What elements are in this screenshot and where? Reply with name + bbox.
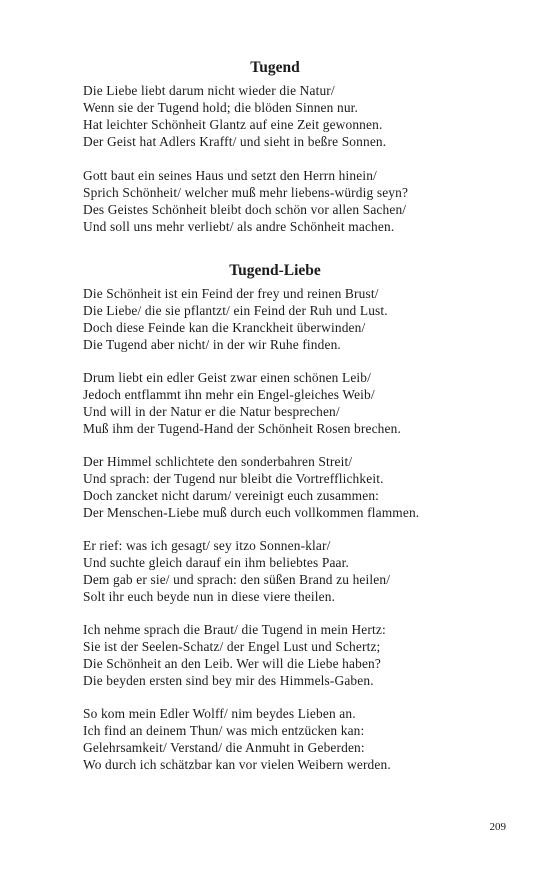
stanza	[83, 454, 419, 522]
verse-line: Der Himmel schlichtete den sonderbahren Streit/	[83, 454, 353, 469]
verse-line: Die Liebe liebt darum nicht wieder die Natur/	[83, 83, 335, 98]
verse-line: Die Tugend aber nicht/ in der wir Ruhe finden.	[83, 336, 341, 352]
verse-line: Die Liebe/ die sie pflantzt/ ein Feind der Ruh und Lust.	[83, 302, 388, 318]
stanza	[83, 622, 386, 690]
verse-line: Sprich Schönheit/ welcher muß mehr liebens-würdig seyn?	[83, 184, 409, 200]
verse-line: Der Geist hat Adlers Krafft/ und sieht in beßre Sonnen.	[83, 133, 387, 149]
verse-line: Jedoch entflammt ihn mehr ein Engel-gleiches Weib/	[83, 386, 375, 402]
verse-line: Sie ist der Seelen-Schatz/ der Engel Lust und Schertz;	[83, 638, 381, 654]
verse-line: Und soll uns mehr verliebt/ als andre Schönheit machen.	[83, 218, 395, 234]
verse-line: So kom mein Edler Wolff/ nim beydes Lieben an.	[83, 706, 356, 721]
stanza	[83, 168, 408, 236]
verse-line: Muß ihm der Tugend-Hand der Schönheit Rosen brechen.	[83, 420, 401, 436]
verse-line: Wo durch ich schätzbar kan vor vielen Weibern werden.	[83, 756, 391, 772]
stanza	[83, 286, 388, 354]
verse-line: Die Schönheit an den Leib. Wer will die Liebe haben?	[83, 655, 381, 671]
poem-title-tugend: Tugend	[250, 59, 300, 76]
verse-line: Ich find an deinem Thun/ was mich entzücken kan:	[83, 722, 365, 738]
verse-line: Drum liebt ein edler Geist zwar einen schönen Leib/	[83, 370, 372, 385]
verse-line: Die Schönheit ist ein Feind der frey und reinen Brust/	[83, 286, 379, 301]
verse-line: Und suchte gleich darauf ein ihm beliebtes Paar.	[83, 554, 350, 570]
verse-line: Doch diese Feinde kan die Kranckheit überwinden/	[83, 319, 366, 335]
stanza	[83, 538, 390, 606]
verse-line: Und will in der Natur er die Natur besprechen/	[83, 403, 340, 419]
verse-line: Der Menschen-Liebe muß durch euch vollkommen flammen.	[83, 504, 420, 520]
verse-line: Des Geistes Schönheit bleibt doch schön vor allen Sachen/	[83, 201, 407, 217]
verse-line: Ich nehme sprach die Braut/ die Tugend in mein Hertz:	[83, 622, 386, 637]
verse-line: Gelehrsamkeit/ Verstand/ die Anmuht in Geberden:	[83, 739, 365, 755]
stanza	[83, 706, 391, 774]
stanza	[83, 370, 401, 438]
verse-line: Hat leichter Schönheit Glantz auf eine Zeit gewonnen.	[83, 116, 383, 132]
stanza	[83, 83, 386, 151]
verse-line: Doch zancket nicht darum/ vereinigt euch zusammen:	[83, 487, 380, 503]
verse-line: Solt ihr euch beyde nun in diese viere theilen.	[83, 588, 336, 604]
page-number: 209	[489, 821, 506, 833]
verse-line: Die beyden ersten sind bey mir des Himmels-Gaben.	[83, 672, 374, 688]
verse-line: Er rief: was ich gesagt/ sey itzo Sonnen-klar/	[83, 538, 331, 553]
verse-line: Gott baut ein seines Haus und setzt den Herrn hinein/	[83, 168, 377, 183]
poem-title-tugend-liebe: Tugend-Liebe	[229, 262, 321, 279]
verse-line: Und sprach: der Tugend nur bleibt die Vortrefflichkeit.	[83, 470, 384, 486]
verse-line: Dem gab er sie/ und sprach: den süßen Brand zu heilen/	[83, 571, 391, 587]
verse-line: Wenn sie der Tugend hold; die blöden Sinnen nur.	[83, 99, 359, 115]
